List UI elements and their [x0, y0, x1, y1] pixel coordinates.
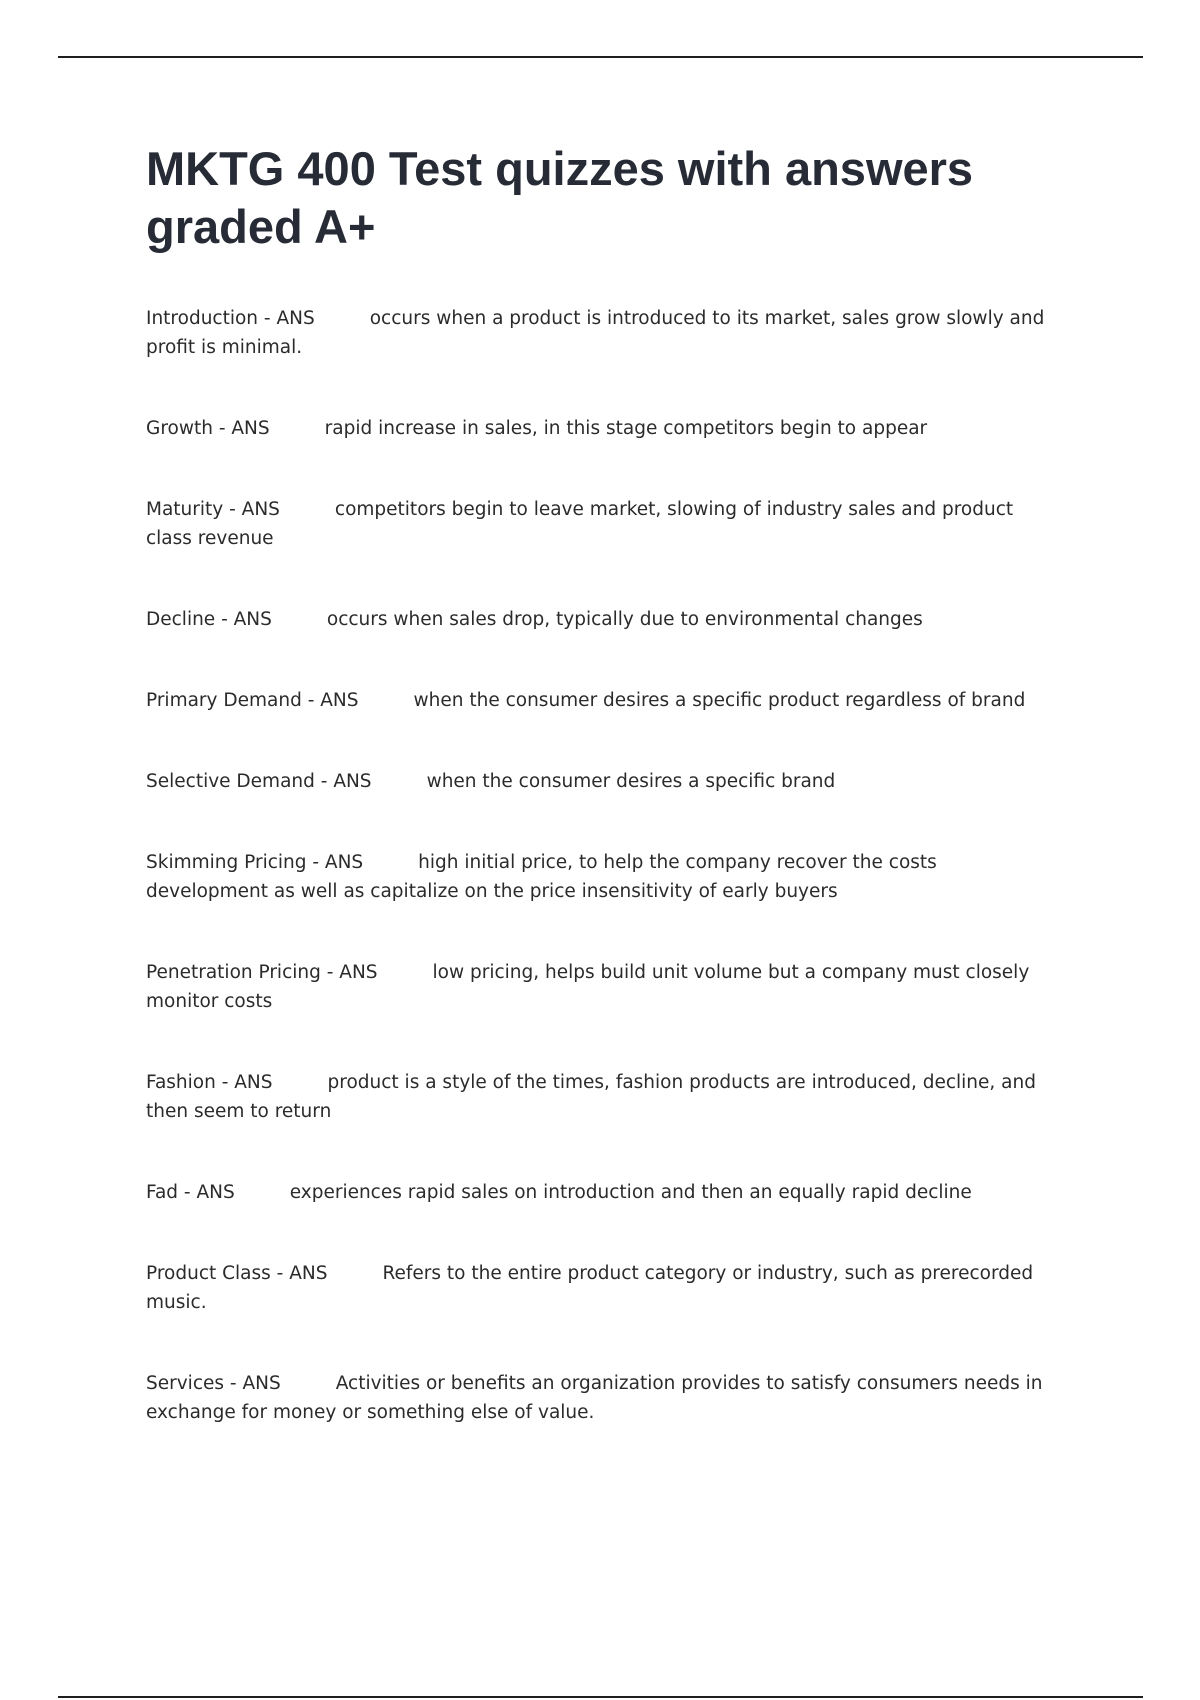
qa-entry — [146, 414, 1046, 443]
document-body — [146, 140, 1046, 1427]
qa-entry — [146, 958, 1046, 1016]
answer: when the consumer desires a specific brand — [426, 771, 836, 792]
term: Fad - ANS — [146, 1182, 235, 1203]
qa-entry — [146, 1068, 1046, 1126]
answer: high initial price, to help the company recover the costs development as well as capitalize on the price insensitivity of early buyers — [146, 852, 937, 902]
qa-entry — [146, 686, 1046, 715]
term: Decline - ANS — [146, 609, 272, 630]
qa-entry — [146, 304, 1046, 362]
qa-entry — [146, 1259, 1046, 1317]
answer: occurs when a product is introduced to its market, sales grow slowly and profit is minimal. — [146, 308, 1045, 358]
term: Primary Demand - ANS — [146, 690, 359, 711]
qa-entry — [146, 767, 1046, 796]
answer: occurs when sales drop, typically due to environmental changes — [326, 609, 923, 630]
answer: Activities or benefits an organization provides to satisfy consumers needs in exchange for money or something else of value. — [146, 1373, 1043, 1423]
top-divider — [58, 56, 1143, 58]
qa-entry — [146, 495, 1046, 553]
bottom-divider — [58, 1696, 1143, 1698]
answer: Refers to the entire product category or industry, such as prerecorded music. — [146, 1263, 1034, 1313]
answer: rapid increase in sales, in this stage competitors begin to appear — [324, 418, 928, 439]
answer: competitors begin to leave market, slowing of industry sales and product class revenue — [146, 499, 1014, 549]
page-title: MKTG 400 Test quizzes with answers graded A+ — [146, 142, 974, 253]
qa-entry — [146, 848, 1046, 906]
qa-entry — [146, 1178, 1046, 1207]
answer: low pricing, helps build unit volume but a company must closely monitor costs — [146, 962, 1030, 1012]
term: Maturity - ANS — [146, 499, 280, 520]
answer: product is a style of the times, fashion products are introduced, decline, and then seem to return — [146, 1072, 1036, 1122]
term: Skimming Pricing - ANS — [146, 852, 364, 873]
term: Penetration Pricing - ANS — [146, 962, 378, 983]
answer: when the consumer desires a specific product regardless of brand — [413, 690, 1026, 711]
term: Selective Demand - ANS — [146, 771, 372, 792]
qa-entry — [146, 1369, 1046, 1427]
term: Services - ANS — [146, 1373, 281, 1394]
answer: experiences rapid sales on introduction and then an equally rapid decline — [289, 1182, 972, 1203]
term: Introduction - ANS — [146, 308, 315, 329]
qa-entry — [146, 605, 1046, 634]
term: Product Class - ANS — [146, 1263, 328, 1284]
term: Fashion - ANS — [146, 1072, 273, 1093]
term: Growth - ANS — [146, 418, 270, 439]
